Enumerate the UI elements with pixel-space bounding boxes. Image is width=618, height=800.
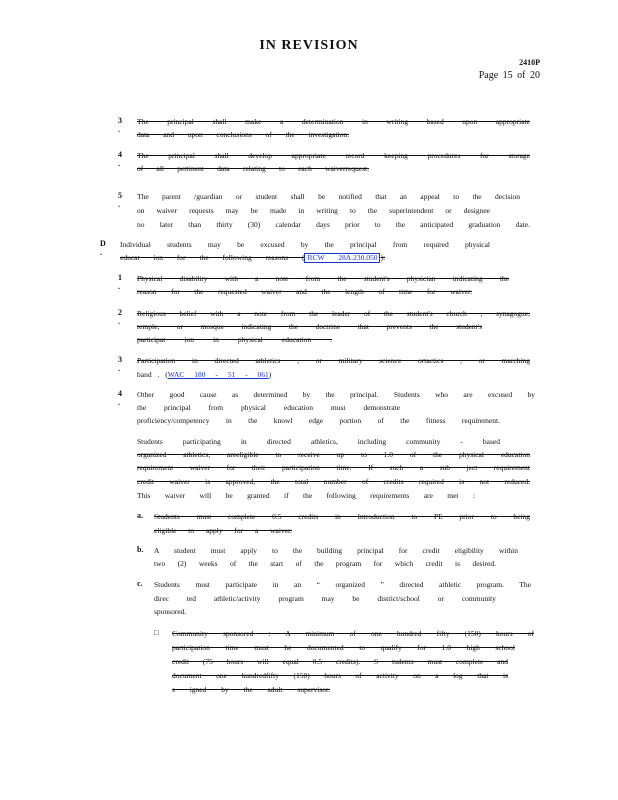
item-text-line: Religious belief with a note from the leader of the student's church , synagogue, xyxy=(137,309,530,318)
item-text-line: A student must apply to the building principal for credit eligibility within xyxy=(154,546,518,555)
item-text-line: Participation in directed athletics , or military science ortactics , or marching xyxy=(137,356,530,365)
item-text-line: temple, or mosque indicating the doctrine that prevents the student's xyxy=(137,322,482,331)
wac-link[interactable]: WAC 180 - 51 - 061 xyxy=(167,370,269,379)
item-marker: D . xyxy=(100,239,106,257)
item-text-line: s igned by the adult supervisor. xyxy=(172,685,330,694)
item-text: ) xyxy=(268,370,272,379)
item-marker: a. xyxy=(137,511,143,520)
item-text-line: requirement waiver for their participation time. If such a sub ject requirement xyxy=(137,463,530,472)
item-text-line: This waiver will be granted if the following requirements are met : xyxy=(137,491,475,500)
item-text-line: credit waiver is approved, the total number of credits required is not reduced. xyxy=(137,477,530,486)
item-text: educat ion for the following reasons ( xyxy=(120,253,305,262)
item-marker: 4 . xyxy=(118,150,122,168)
item-text-line: proficiency/competency in the knowl edge portion of the fitness requirement. xyxy=(137,416,500,425)
item-text-line: direc ted athletic/activity program may be district/school or community xyxy=(154,594,496,603)
rcw-link[interactable]: RCW 28A.230.050 xyxy=(304,253,380,263)
item-text-line: no later than thirty (30) calendar days prior to the anticipated graduation date. xyxy=(137,220,530,229)
item-text-line: credit (75 hours will equal 0.5 credits). S tudents must complete and xyxy=(172,657,508,666)
item-text: band . ( xyxy=(137,370,168,379)
item-text-line: Students must complete 0.5 credits in Introduction to PE prior to being xyxy=(154,512,530,521)
item-text-line: participat ion in physical education . xyxy=(137,335,332,344)
item-text-line: sponsored. xyxy=(154,607,187,616)
item-text-line: The parent /guardian or student shall be notified that an appeal to the decision xyxy=(137,192,520,201)
item-text-line: Students participating in directed athletics, including community - based xyxy=(137,437,500,446)
page-title: IN REVISION xyxy=(259,38,359,53)
item-marker: 5 . xyxy=(118,191,122,209)
item-text-line: document one hundredfifty (150) hours of activity on a log that is xyxy=(172,671,508,680)
policy-code: 2410P xyxy=(519,58,540,67)
item-text-line: The principal shall make a determination in writing based upon appropriate xyxy=(137,117,530,126)
item-text-line: Physical disability with a note from the student's physician indicating the xyxy=(137,274,509,283)
item-marker: 3 . xyxy=(118,355,122,373)
item-text-line: on waiver requests may be made in writing to the superintendent or designee xyxy=(137,206,490,215)
item-marker: 2 . xyxy=(118,308,122,326)
item-text-line: reason for the requested waiver and the length of time for waiver. xyxy=(137,287,472,296)
item-text-line: data and upon conclusions of the investigation. xyxy=(137,130,349,139)
item-text-line xyxy=(120,252,420,263)
page-number: Page 15 of 20 xyxy=(478,70,540,81)
item-text-line: Other good cause as determined by the principal. Students who are excused by xyxy=(137,390,535,399)
item-text-line: eligible to apply for a waiver. xyxy=(154,526,292,535)
item-text-line: participation time must be documented to qualify for 1.0 high school xyxy=(172,643,515,652)
item-text-line: Community sponsored : A minimum of one hundred fifty (150) hours of xyxy=(172,629,534,638)
item-text-line: Individual students may be excused by the principal from required physical xyxy=(120,240,490,249)
item-marker: 3 . xyxy=(118,116,122,134)
item-text-line: Students must participate in an “ organized ” directed athletic program. The xyxy=(154,580,531,589)
item-marker: c. xyxy=(137,579,143,588)
item-marker: 4 . xyxy=(118,389,122,407)
item-text-line xyxy=(137,369,272,380)
item-text-line: The principal shall develop appropriate record keeping procedures for storage xyxy=(137,151,530,160)
item-text-line: of all pertinent data relating to each waiverrequest. xyxy=(137,164,369,173)
checkbox-bullet-icon: □ xyxy=(154,628,159,637)
item-text: ): xyxy=(380,253,386,262)
item-text-line: the principal from physical education must demonstrate xyxy=(137,403,400,412)
item-marker: 1 . xyxy=(118,273,122,291)
item-marker: b. xyxy=(137,545,144,554)
item-text-line: organized athletics, areeligible to receive up to 1.0 of the physical education xyxy=(137,450,530,459)
item-text-line: two (2) weeks of the start of the program for which credit is desired. xyxy=(154,559,496,568)
